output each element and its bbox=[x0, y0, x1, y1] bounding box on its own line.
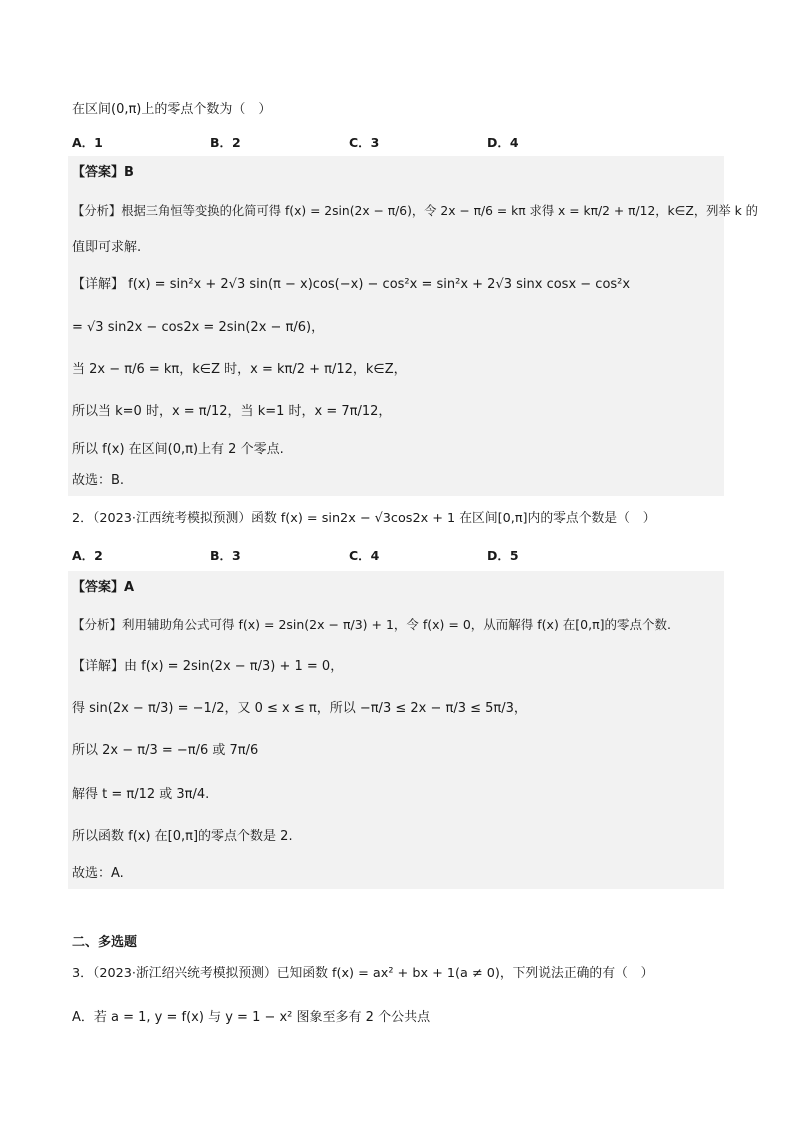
q1-detail-line-2: = √3 sin2x − cos2x = 2sin(2x − π/6)， bbox=[72, 320, 325, 335]
q2-answer: 【答案】A bbox=[72, 580, 135, 595]
q1-analysis: 【分析】根据三角恒等变换的化简可得 f(x) = 2sin(2x − π/6)，令 2x − π/6 = kπ 求得 x = kπ/2 + π/12，k∈Z，列举 k 的 bbox=[72, 204, 758, 218]
q2-stem: 2．（2023·江西统考模拟预测）函数 f(x) = sin2x − √3cos2x + 1 在区间[0,π]内的零点个数是（ ） bbox=[72, 511, 656, 526]
q3-option-a: A．若 a = 1, y = f(x) 与 y = 1 − x² 图象至多有 2 个公共点 bbox=[72, 1010, 431, 1025]
q2-option-c: C．4 bbox=[349, 548, 380, 563]
q1-detail-line-3: 当 2x − π/6 = kπ，k∈Z 时，x = kπ/2 + π/12，k∈Z， bbox=[72, 362, 407, 377]
q1-answer: 【答案】B bbox=[72, 165, 134, 180]
q1-option-a: A．1 bbox=[72, 135, 103, 150]
q1-detail-line-4: 所以当 k=0 时，x = π/12，当 k=1 时，x = 7π/12， bbox=[72, 404, 392, 419]
q2-detail-line-1: 【详解】由 f(x) = 2sin(2x − π/3) + 1 = 0， bbox=[72, 659, 344, 674]
q2-detail-line-6: 故选：A. bbox=[72, 866, 124, 881]
q2-detail-line-5: 所以函数 f(x) 在[0,π]的零点个数是 2. bbox=[72, 829, 293, 844]
q1-detail-line-1: 【详解】 f(x) = sin²x + 2√3 sin(π − x)cos(−x) − cos²x = sin²x + 2√3 sinx cosx − cos²x bbox=[72, 277, 631, 292]
q2-option-d: D．5 bbox=[487, 548, 519, 563]
q1-detail-line-5: 所以 f(x) 在区间(0,π)上有 2 个零点. bbox=[72, 442, 284, 457]
q3-stem: 3．（2023·浙江绍兴统考模拟预测）已知函数 f(x) = ax² + bx + 1(a ≠ 0)，下列说法正确的有（ ） bbox=[72, 966, 654, 981]
q2-analysis: 【分析】利用辅助角公式可得 f(x) = 2sin(2x − π/3) + 1，令 f(x) = 0，从而解得 f(x) 在[0,π]的零点个数. bbox=[72, 617, 671, 632]
q1-option-d: D．4 bbox=[487, 135, 519, 150]
q2-detail-line-3: 所以 2x − π/3 = −π/6 或 7π/6 bbox=[72, 743, 259, 758]
q1-option-b: B．2 bbox=[210, 135, 241, 150]
q2-detail-line-2: 得 sin(2x − π/3) = −1/2，又 0 ≤ x ≤ π，所以 −π/3 ≤ 2x − π/3 ≤ 5π/3， bbox=[72, 701, 527, 716]
q1-analysis-cont: 值即可求解. bbox=[72, 240, 142, 255]
q1-detail-line-6: 故选：B. bbox=[72, 473, 125, 488]
q1-option-c: C．3 bbox=[349, 135, 380, 150]
q2-option-b: B．3 bbox=[210, 548, 241, 563]
q1-stem-tail: 在区间(0,π)上的零点个数为（ ） bbox=[72, 102, 272, 117]
q2-detail-line-4: 解得 t = π/12 或 3π/4. bbox=[72, 787, 210, 802]
q2-option-a: A．2 bbox=[72, 548, 103, 563]
section-title-multiple-choice: 二、多选题 bbox=[72, 935, 138, 950]
